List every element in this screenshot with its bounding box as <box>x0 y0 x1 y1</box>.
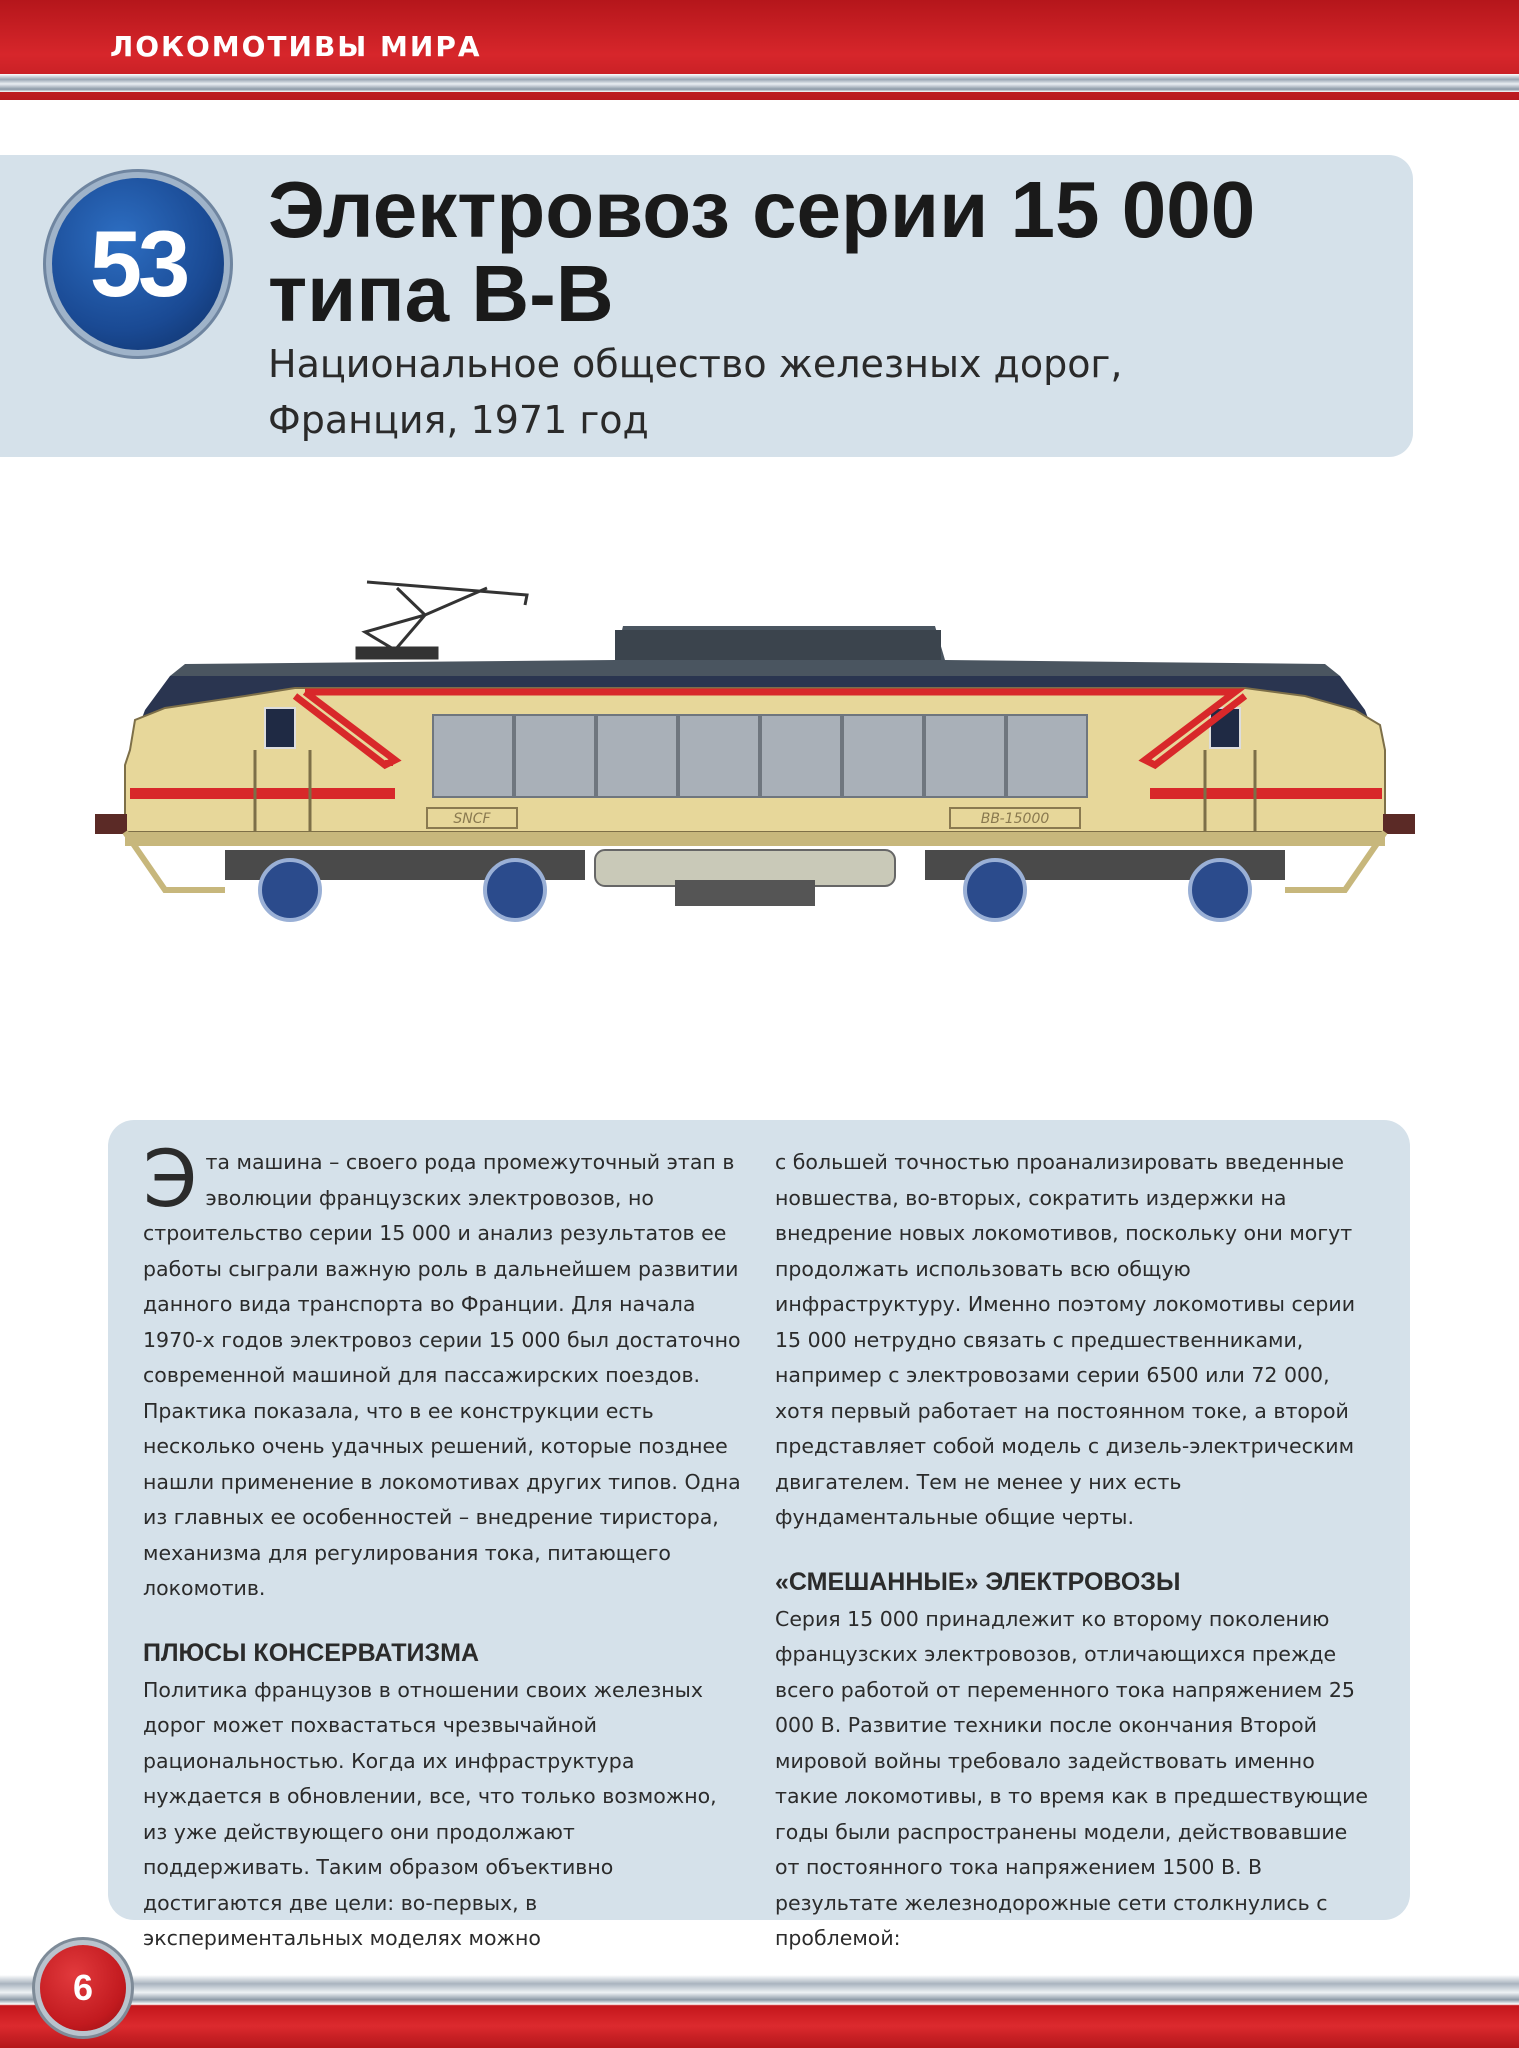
article-column-right <box>775 1145 1375 1957</box>
locomotive-number-badge <box>52 178 224 350</box>
page-title <box>268 165 1388 338</box>
section-heading-mixed: «СМЕШАННЫЕ» ЭЛЕКТРОВОЗЫ <box>775 1567 1181 1596</box>
series-title: ЛОКОМОТИВЫ МИРА <box>110 30 482 63</box>
grille <box>433 715 1087 797</box>
title-line-1: Электровоз серии 15 000 <box>268 165 1256 254</box>
continued-paragraph: с большей точностью проанализировать введенные новшества, во-вторых, сократить издержки на внедрение новых локомотивов, поскольку они могут продолжать использовать всю общую инфраструктуру. Именно поэтому локомотивы серии 15 000 нетрудно связать с предшественниками, например с электровозами серии 6500 или 72 000, хотя первый работает на постоянном токе, а второй представляет собой модель с дизель-электрическим двигателем. Тем не менее у них есть фундаментальные общие черты. <box>775 1150 1356 1529</box>
article-column-left <box>143 1135 743 1957</box>
intro-text: та машина – своего рода промежуточный этап в эволюции французских электровозов, но строительство серии 15 000 и анализ результатов ее работы сыграли важную роль в дальнейшем развитии данного вида транспорта во Франции. Для начала 1970-х годов электровоз серии 15 000 был достаточно современной машиной для пассажирских поездов. Практика показала, что в ее конструкции есть несколько очень удачных решений, которые позднее нашли применение в локомотивах других типов. Одна из главных ее особенностей – внедрение тиристора, механизма для регулирования тока, питающего локомотив. <box>143 1150 741 1600</box>
subtitle-line-1: Национальное общество железных дорог, <box>268 342 1123 386</box>
intro-paragraph <box>143 1135 743 1607</box>
title-line-2: типа В-В <box>268 249 614 338</box>
sncf-logo-text: SNCF <box>453 811 491 827</box>
page-number-badge <box>40 1945 126 2031</box>
drop-cap: Э <box>143 1135 198 1225</box>
locomotive-illustration <box>95 560 1415 960</box>
page-number: 6 <box>72 1967 94 2008</box>
number-plate-text: BB-15000 <box>980 811 1050 827</box>
page-subtitle <box>268 336 1368 448</box>
locomotive-number: 53 <box>89 211 187 316</box>
pantograph <box>357 582 527 658</box>
section-heading-conservatism: ПЛЮСЫ КОНСЕРВАТИЗМА <box>143 1638 479 1667</box>
subtitle-line-2: Франция, 1971 год <box>268 398 649 442</box>
section-text-conservatism: Политика французов в отношении своих железных дорог может похвастаться чрезвычайной рациональностью. Когда их инфраструктура нуждается в обновлении, все, что только возможно, из уже действующего они продолжают поддерживать. Таким образом объективно достигаются две цели: во-первых, в экспериментальных моделях можно <box>143 1677 717 1950</box>
footer-band <box>0 1975 1519 2048</box>
section-text-mixed: Серия 15 000 принадлежит ко второму поколению французских электровозов, отличающихся прежде всего работой от переменного тока напряжением 25 000 В. Развитие техники после окончания Второй мировой войны требовало задействовать именно такие локомотивы, в то время как в предшествующие годы были распространены модели, действовавшие от постоянного тока напряжением 1500 В. В результате железнодорожные сети столкнулись с проблемой: <box>775 1606 1369 1950</box>
